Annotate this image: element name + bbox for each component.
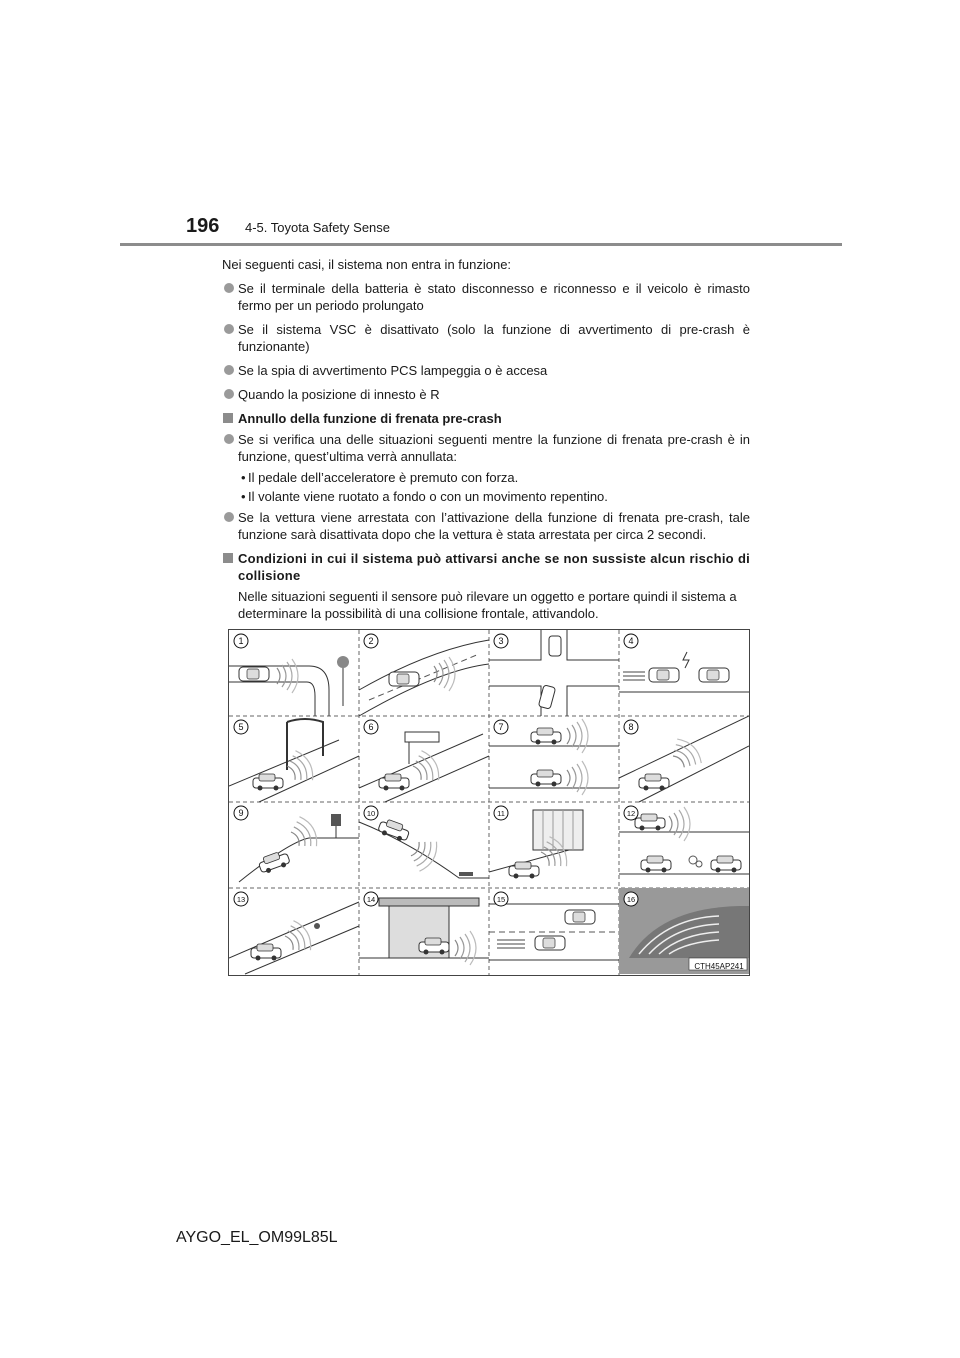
bullet-icon: [224, 434, 234, 444]
section-title: 4-5. Toyota Safety Sense: [245, 220, 391, 235]
bullet-icon: [224, 365, 234, 375]
list-item-text: Se la vettura viene arrestata con l’attivazione della funzione di frenata pre-crash, tale funzione sarà disattivata dopo che la vettura è stata arrestata per circa 2 secondi.: [238, 510, 750, 542]
list-item: [222, 321, 750, 355]
section-heading-text: Condizioni in cui il sistema può attivarsi anche se non sussiste alcun rischio di collisione: [238, 551, 750, 583]
illustration-svg: [229, 630, 749, 975]
list-item-text: Se il terminale della batteria è stato disconnesso e riconnesso e il veicolo è rimasto fermo per un periodo prolungato: [238, 281, 750, 313]
bullet-icon: [224, 389, 234, 399]
panel-number: 10: [366, 809, 376, 818]
list-item: [222, 431, 750, 465]
bullet-icon: [224, 324, 234, 334]
section-heading: [222, 410, 750, 427]
list-item-text: Quando la posizione di innesto è R: [238, 387, 440, 402]
panel-number: 8: [628, 722, 634, 732]
panel-number: 1: [238, 636, 244, 646]
dot-bullet-icon: •: [241, 489, 246, 504]
square-bullet-icon: [223, 413, 233, 423]
list-item-text: Se si verifica una delle situazioni seguenti mentre la funzione di frenata pre-crash è in funzione, quest’ultima verrà annullata:: [238, 432, 750, 464]
intro-text: Nei seguenti casi, il sistema non entra in funzione:: [222, 257, 512, 272]
bullet-icon: [224, 512, 234, 522]
paragraph: Nelle situazioni seguenti il sensore può rilevare un oggetto e portare quindi il sistema a determinare la possibilità di una collisione frontale, attivandolo.: [238, 589, 737, 621]
page-number: 196: [186, 215, 220, 237]
list-item: [222, 362, 750, 379]
dot-bullet-icon: •: [241, 470, 246, 485]
list-item-text: Se il sistema VSC è disattivato (solo la funzione di avvertimento di pre-crash è funzionante): [238, 322, 750, 354]
list-item: [222, 509, 750, 543]
sub-list-item-text: Il volante viene ruotato a fondo o con un movimento repentino.: [248, 489, 608, 504]
panel-number: 3: [498, 636, 504, 646]
content: [222, 256, 750, 625]
panel-number: 13: [236, 895, 246, 904]
bullet-icon: [224, 283, 234, 293]
panel-number: 4: [628, 636, 634, 646]
header-rule: [120, 243, 842, 246]
panel-number: 16: [626, 895, 636, 904]
panel-number: 2: [368, 636, 374, 646]
footer-doc-code: AYGO_EL_OM99L85L: [176, 1229, 338, 1246]
sub-list-item: [222, 469, 750, 486]
figure-code: CTH45AP241: [694, 962, 744, 971]
panel-number: 14: [366, 895, 376, 904]
square-bullet-icon: [223, 553, 233, 563]
sub-list-item: [222, 488, 750, 505]
panel-number: 5: [238, 722, 244, 732]
panel-number: 6: [368, 722, 374, 732]
list-item-text: Se la spia di avvertimento PCS lampeggia o è accesa: [238, 363, 548, 378]
section-heading: [222, 550, 750, 584]
illustration-grid: [228, 629, 750, 976]
section-heading-text: Annullo della funzione di frenata pre-crash: [238, 411, 502, 426]
list-item: [222, 386, 750, 403]
sub-list-item-text: Il pedale dell’acceleratore è premuto con forza.: [248, 470, 519, 485]
panel-number: 15: [496, 895, 506, 904]
panel-number: 12: [626, 809, 636, 818]
panel-number: 11: [497, 809, 505, 818]
list-item: [222, 280, 750, 314]
panel-number: 9: [238, 808, 244, 818]
panel-number: 7: [498, 722, 504, 732]
